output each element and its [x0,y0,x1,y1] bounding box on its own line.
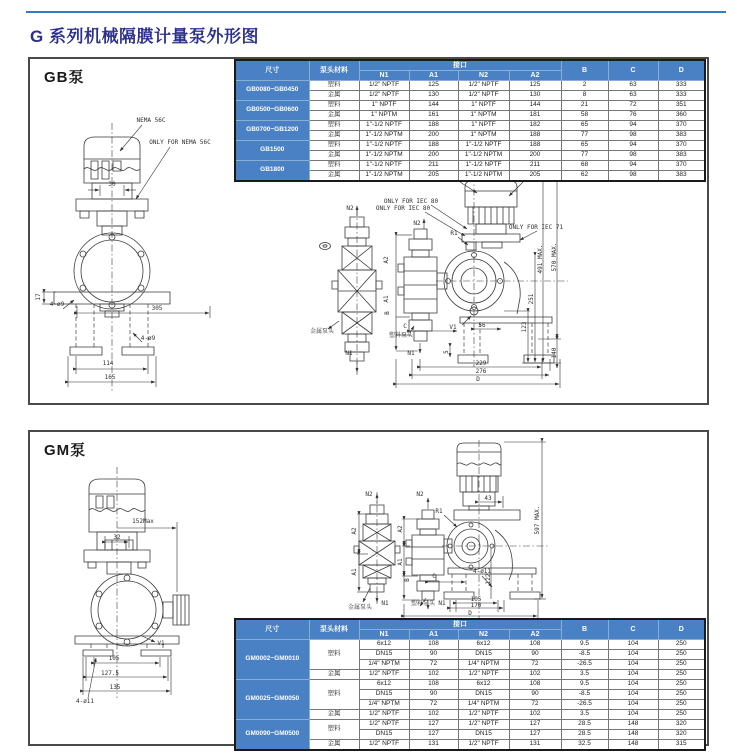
value-cell: 102 [509,710,561,720]
gm-dimension-table [234,618,706,751]
col-material: 泵头材料 [309,619,359,640]
material-cell: 塑料 [309,141,359,151]
value-cell: 200 [409,131,458,141]
drawing-label: N2 [413,220,421,227]
value-cell: DN15 [359,690,409,700]
value-cell: 104 [608,660,658,670]
value-cell: 90 [509,690,561,700]
size-group-cell: GB0500~GB0600 [235,101,309,121]
value-cell: 1/4" NPTM [359,660,409,670]
value-cell: 144 [509,101,561,111]
drawing-label: N1 [407,350,415,357]
table-row [235,101,705,111]
value-cell: 108 [409,680,458,690]
value-cell: 98 [608,171,658,182]
material-cell: 金属 [309,111,359,121]
value-cell: 1"-1/2 NPTM [458,151,509,161]
value-cell: 98 [608,151,658,161]
value-cell: 104 [608,680,658,690]
size-group-cell: GM0090~GM0500 [235,720,309,751]
drawing-label: B [384,311,391,315]
value-cell: 6x12 [458,640,509,650]
table-row [235,680,705,690]
drawing-label: C [432,573,436,580]
drawing-label: 123 [521,321,528,333]
value-cell: 1"-1/2 NPTM [359,151,409,161]
drawing-label: A2 [397,525,404,533]
value-cell: 200 [409,151,458,161]
col-a2: A2 [509,630,561,640]
drawing-label: 30 [108,181,116,188]
col-n2: N2 [458,71,509,81]
value-cell: 1/4" NPTM [458,660,509,670]
value-cell: 1/2" NPTF [359,81,409,91]
drawing-label: 5 [443,350,450,354]
value-cell: 8 [561,91,608,101]
value-cell: 360 [658,111,705,121]
drawing-label: 105 [108,655,120,662]
value-cell: -8.5 [561,690,608,700]
material-cell: 金属 [309,710,359,720]
value-cell: 130 [509,91,561,101]
value-cell: 370 [658,141,705,151]
value-cell: 72 [509,700,561,710]
value-cell: 104 [608,670,658,680]
value-cell: DN15 [458,690,509,700]
value-cell: 250 [658,660,705,670]
value-cell: 131 [409,740,458,751]
drawing-label: N2 [365,491,373,498]
drawing-label: 135 [109,684,121,691]
drawing-label: N1 [381,600,389,607]
value-cell: 383 [658,171,705,182]
value-cell: 1"-1/2 NPTF [359,141,409,151]
drawing-label: R1 [450,230,458,237]
value-cell: 1"-1/2 NPTM [359,131,409,141]
value-cell: 1/2" NPTF [458,720,509,730]
value-cell: 148 [608,730,658,740]
drawing-label: 塑料泵头 [410,600,436,607]
drawing-label: 251 [528,293,535,305]
col-a2: A2 [509,71,561,81]
drawing-label: C [403,323,407,330]
gb-table-body [235,81,705,182]
value-cell: 9.5 [561,640,608,650]
col-d: D [658,619,705,640]
value-cell: 250 [658,700,705,710]
drawing-label: 122 [485,573,492,585]
col-a1: A1 [409,630,458,640]
drawing-label: 金属泵头 [347,604,373,611]
value-cell: 127 [509,730,561,740]
value-cell: 188 [409,121,458,131]
value-cell: 333 [658,91,705,101]
value-cell: 250 [658,710,705,720]
drawing-label: N1 [345,350,353,357]
value-cell: 250 [658,670,705,680]
value-cell: DN15 [458,650,509,660]
drawing-label: V1 [449,324,457,331]
value-cell: 250 [658,640,705,650]
value-cell: 72 [409,660,458,670]
col-b: B [561,60,608,81]
value-cell: 127 [409,720,458,730]
value-cell: 94 [608,121,658,131]
col-port: 接口 [359,619,561,630]
value-cell: -26.5 [561,700,608,710]
value-cell: 205 [509,171,561,182]
value-cell: 90 [409,650,458,660]
size-group-cell: GM0025~GM0050 [235,680,309,720]
value-cell: 108 [509,680,561,690]
col-d: D [658,60,705,81]
value-cell: 250 [658,690,705,700]
col-n1: N1 [359,71,409,81]
col-material: 泵头材料 [309,60,359,81]
value-cell: 370 [658,161,705,171]
title-rule [26,11,726,13]
value-cell: 1/2" NPTF [458,81,509,91]
value-cell: 6x12 [359,680,409,690]
drawing-label: 491 MAX. [537,244,544,274]
material-cell: 塑料 [309,161,359,171]
value-cell: 1/2" NPTF [458,740,509,751]
value-cell: 98 [608,131,658,141]
value-cell: 1/2" NPTF [458,710,509,720]
col-b: B [561,619,608,640]
drawing-label: 4-ø11 [75,698,95,705]
gb-dimension-table [234,59,706,182]
drawing-label: 570 MAX. [551,242,558,272]
value-cell: 333 [658,81,705,91]
value-cell: 6x12 [359,640,409,650]
value-cell: 90 [509,650,561,660]
value-cell: 1/4" NPTM [458,700,509,710]
value-cell: 1/2" NPTF [359,740,409,751]
value-cell: -26.5 [561,660,608,670]
material-cell: 塑料 [309,81,359,91]
value-cell: 65 [561,121,608,131]
drawing-label: 152Max [132,518,154,525]
material-cell: 金属 [309,91,359,101]
drawing-label: A1 [383,295,390,303]
drawing-label: 276 [475,368,487,375]
value-cell: 1"-1/2 NPTM [359,171,409,182]
value-cell: 125 [509,81,561,91]
value-cell: 144 [409,101,458,111]
value-cell: 1"-1/2 NPTF [359,121,409,131]
value-cell: 1" NPTF [458,101,509,111]
value-cell: 205 [409,171,458,182]
table-row [235,720,705,730]
drawing-label: NEMA 56C [136,117,166,124]
value-cell: 108 [509,640,561,650]
material-cell: 塑料 [309,121,359,131]
drawing-label: N2 [416,491,424,498]
material-cell: 金属 [309,131,359,141]
value-cell: 1/4" NPTM [359,700,409,710]
value-cell: DN15 [458,730,509,740]
drawing-label: ONLY FOR IEC 80 [375,205,431,212]
value-cell: 370 [658,121,705,131]
value-cell: 3.5 [561,670,608,680]
value-cell: 1/2" NPTF [359,720,409,730]
drawing-label: 229 [475,360,487,367]
value-cell: 127 [509,720,561,730]
value-cell: 250 [658,680,705,690]
value-cell: 104 [608,640,658,650]
drawing-label: A1 [397,558,404,566]
value-cell: 130 [409,91,458,101]
table-row [235,81,705,91]
value-cell: 102 [409,670,458,680]
value-cell: 383 [658,131,705,141]
value-cell: 1"-1/2 NPTF [458,141,509,151]
gb-table-head [235,60,705,81]
value-cell: 90 [409,690,458,700]
value-cell: 1"-1/2 NPTF [359,161,409,171]
col-port: 接口 [359,60,561,71]
value-cell: 3.5 [561,710,608,720]
value-cell: 1"-1/2 NPTF [458,161,509,171]
drawing-label: 305 [151,305,163,312]
drawing-label: 170 [470,602,482,609]
value-cell: 68 [561,161,608,171]
value-cell: 1" NPTM [359,111,409,121]
value-cell: 320 [658,720,705,730]
value-cell: 6x12 [458,680,509,690]
value-cell: 104 [608,650,658,660]
table-row [235,141,705,151]
drawing-label: A1 [351,568,358,576]
drawing-label: ONLY FOR IEC 80 [383,198,439,205]
size-group-cell: GM0002~GM0010 [235,640,309,680]
value-cell: 63 [608,91,658,101]
value-cell: 58 [561,111,608,121]
value-cell: 1/2" NPTF [359,670,409,680]
drawing-label: 金属泵头 [309,328,335,335]
col-n2: N2 [458,630,509,640]
value-cell: 2 [561,81,608,91]
drawing-label: D [476,376,480,383]
value-cell: 77 [561,151,608,161]
drawing-label: V1 [157,640,165,647]
value-cell: 127 [409,730,458,740]
value-cell: 383 [658,151,705,161]
col-size: 尺寸 [235,619,309,640]
value-cell: 131 [509,740,561,751]
value-cell: 21 [561,101,608,111]
drawing-label: 32 [113,534,121,541]
value-cell: 28.5 [561,720,608,730]
material-cell: 塑料 [309,101,359,111]
col-c: C [608,619,658,640]
value-cell: 62 [561,171,608,182]
drawing-label: 127.5 [100,670,120,677]
material-cell: 金属 [309,670,359,680]
value-cell: -8.5 [561,650,608,660]
value-cell: 102 [409,710,458,720]
value-cell: 1/2" NPTF [359,91,409,101]
gb-panel [28,57,709,405]
value-cell: 182 [509,121,561,131]
value-cell: 28.5 [561,730,608,740]
value-cell: 181 [509,111,561,121]
col-n1: N1 [359,630,409,640]
size-group-cell: GB0700~GB1200 [235,121,309,141]
drawing-label: N1 [438,600,446,607]
drawing-label: R1 [435,508,443,515]
value-cell: 77 [561,131,608,141]
value-cell: 320 [658,730,705,740]
value-cell: 76 [608,111,658,121]
value-cell: 148 [608,740,658,751]
value-cell: 104 [608,700,658,710]
value-cell: 148 [608,720,658,730]
value-cell: 315 [658,740,705,751]
drawing-label: 43 [484,495,492,502]
col-a1: A1 [409,71,458,81]
value-cell: 211 [409,161,458,171]
value-cell: 65 [561,141,608,151]
value-cell: 94 [608,161,658,171]
value-cell: 72 [608,101,658,111]
size-group-cell: GB1800 [235,161,309,182]
size-group-cell: GB0080~GB0450 [235,81,309,101]
value-cell: 1/2" NPTF [458,91,509,101]
material-cell: 塑料 [309,640,359,670]
value-cell: 1" NPTM [458,111,509,121]
gm-table-body [235,640,705,751]
gb-panel-label: GB泵 [44,69,85,86]
value-cell: 108 [409,640,458,650]
value-cell: 94 [608,141,658,151]
value-cell: 9.5 [561,680,608,690]
drawing-label: 165 [104,374,116,381]
value-cell: 63 [608,81,658,91]
drawing-label: A2 [351,527,358,535]
drawing-label: 4-ø9 [49,301,65,308]
value-cell: 1/2" NPTF [359,710,409,720]
value-cell: 72 [509,660,561,670]
gm-table-head [235,619,705,640]
value-cell: 200 [509,151,561,161]
drawing-label: 114 [102,360,114,367]
value-cell: 102 [509,670,561,680]
value-cell: 104 [608,690,658,700]
material-cell: 塑料 [309,680,359,710]
value-cell: DN15 [359,650,409,660]
drawing-label: 4-ø9 [140,335,156,342]
material-cell: 金属 [309,740,359,751]
value-cell: 211 [509,161,561,171]
gm-panel-label: GM泵 [44,442,87,459]
table-row [235,640,705,650]
value-cell: 72 [409,700,458,710]
size-group-cell: GB1500 [235,141,309,161]
drawing-label: N2 [346,205,354,212]
value-cell: 188 [509,131,561,141]
drawing-label: B [404,578,411,582]
value-cell: 161 [409,111,458,121]
drawing-label: 56 [478,322,486,329]
col-c: C [608,60,658,81]
value-cell: 1/2" NPTF [458,670,509,680]
value-cell: 32.5 [561,740,608,751]
gm-panel [28,430,709,746]
material-cell: 塑料 [309,720,359,740]
value-cell: 125 [409,81,458,91]
drawing-label: D [468,610,472,617]
value-cell: 1" NPTF [359,101,409,111]
table-row [235,121,705,131]
material-cell: 金属 [309,171,359,182]
value-cell: 250 [658,650,705,660]
drawing-label: 4-ø11 [472,568,492,575]
drawing-label: 105 [470,596,482,603]
drawing-label: ONLY FOR IEC 71 [508,224,564,231]
value-cell: DN15 [359,730,409,740]
drawing-label: 597 MAX. [534,505,541,535]
value-cell: 1" NPTF [458,121,509,131]
drawing-label: A2 [383,256,390,264]
table-row [235,161,705,171]
value-cell: 104 [608,710,658,720]
value-cell: 1"-1/2 NPTM [458,171,509,182]
drawing-label: 塑料泵头 [388,332,414,339]
value-cell: 188 [509,141,561,151]
drawing-label: 140 [551,347,558,359]
value-cell: 188 [409,141,458,151]
col-size: 尺寸 [235,60,309,81]
value-cell: 1" NPTM [458,131,509,141]
material-cell: 金属 [309,151,359,161]
value-cell: 351 [658,101,705,111]
drawing-label: 17 [35,293,42,301]
page-title: G 系列机械隔膜计量泵外形图 [30,27,259,46]
drawing-label: ONLY FOR NEMA 56C [149,139,211,146]
